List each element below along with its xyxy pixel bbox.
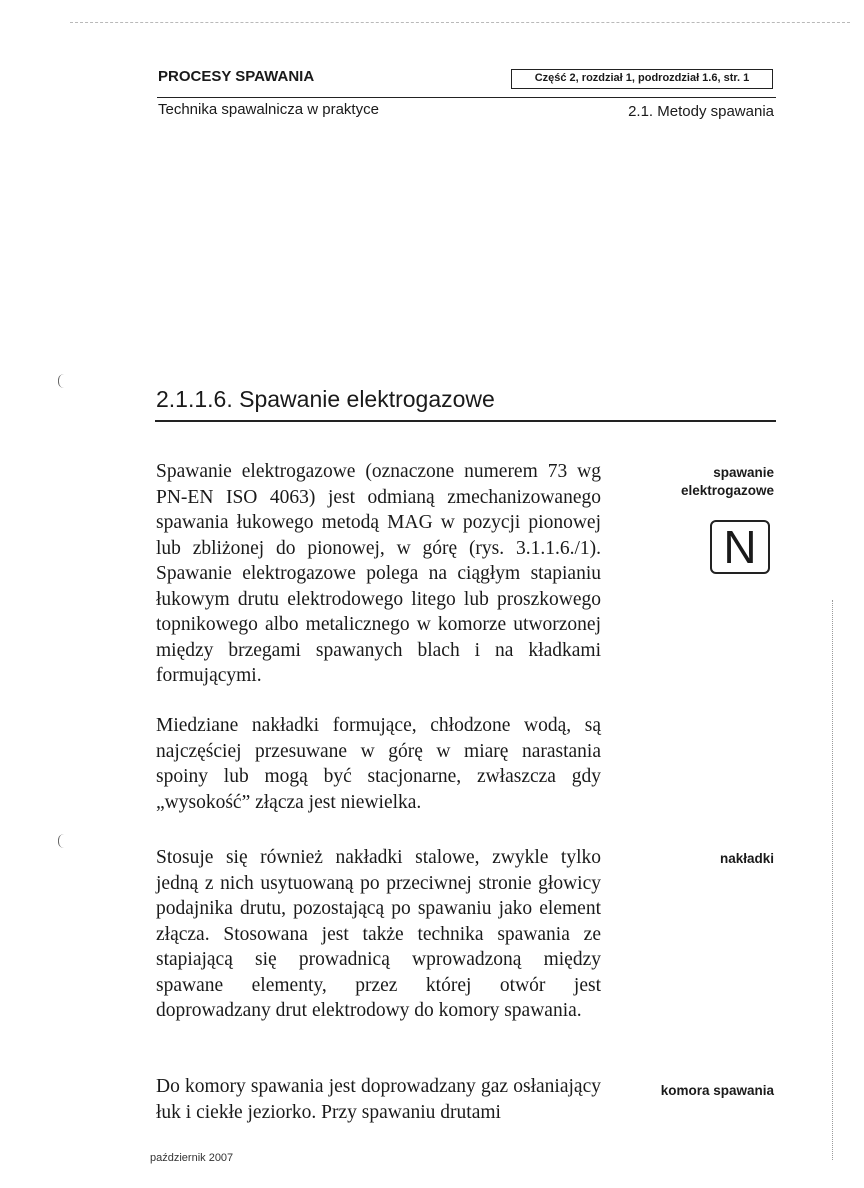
header-title: PROCESY SPAWANIA — [158, 68, 315, 85]
standard-n-badge: N — [710, 520, 770, 574]
margin-note-chamber: komora spawania — [660, 1083, 774, 1098]
punch-hole-mark — [58, 834, 65, 848]
header-divider — [157, 97, 776, 98]
paragraph-steel-shoes: Stosuje się również nakładki stalowe, zwykle tylko jedną z nich usytuowaną po przeciwnej stronie głowicy podajnika drutu, pozostającą po spawaniu jako element złącza. Stosowana jest także technika spawania ze stapiającą się prowadnicą wprowadzoną między spawane elementy, przez której otwór jest doprowadzany drut elektrodowy do komory spawania. — [156, 847, 601, 1021]
paragraph-shielding-gas: Do komory spawania jest doprowadzany gaz osłaniający łuk i ciekłe jeziorko. Przy spawaniu drutami — [156, 1076, 601, 1123]
header-section-ref: Część 2, rozdział 1, podrozdział 1.6, str. 1 — [511, 69, 773, 89]
scan-right-edge — [832, 600, 833, 1160]
margin-note-line: spawanie — [713, 465, 774, 480]
margin-note-electrogas — [584, 464, 774, 500]
paragraph-copper-shoes: Miedziane nakładki formujące, chłodzone wodą, są najczęściej przesuwane w górę w miarę narastania spoiny lub mogą być stacjonarne, zwłaszcza gdy „wysokość” złącza jest niewielka. — [156, 715, 601, 813]
footer-date: październik 2007 — [150, 1152, 234, 1164]
paragraph-intro: Spawanie elektrogazowe (oznaczone numerem 73 wg PN-EN ISO 4063) jest odmianą zmechanizowanego spawania łukowego metodą MAG w pozycji pionowej lub zbliżonej do pionowej, w górę (rys. 3.1.1.6./1). Spawanie elektrogazowe polega na ciągłym stapianiu łukowym drutu elektrodowego litego lub proszkowego topnikowego albo metalicznego w komorze utworzonej między brzegami spawanych blach i na kładkami formującymi. — [156, 461, 601, 686]
section-title: 2.1.1.6. Spawanie elektrogazowe — [156, 386, 495, 412]
section-divider — [155, 420, 776, 422]
punch-hole-mark — [58, 374, 65, 388]
header-subtitle: Technika spawalnicza w praktyce — [158, 101, 379, 118]
scan-top-edge — [70, 22, 850, 23]
margin-note-line: elektrogazowe — [680, 483, 774, 498]
header-chapter: 2.1. Metody spawania — [628, 103, 774, 120]
margin-note-shoes: nakładki — [719, 851, 774, 866]
